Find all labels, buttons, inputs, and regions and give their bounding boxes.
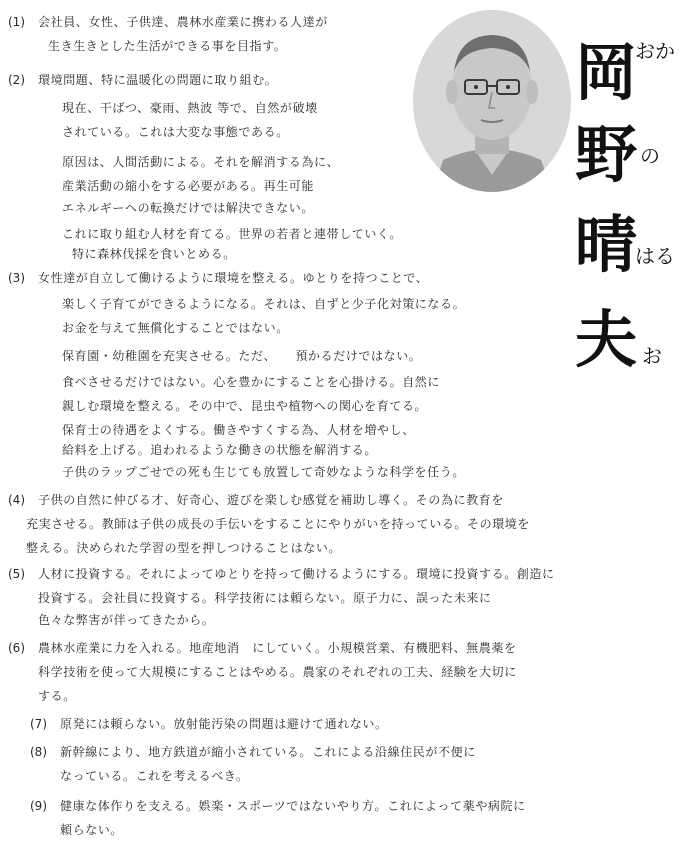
section-8-line-1: 新幹線により、地方鉄道が縮小されている。これによる沿線住民が不便に [60,745,476,759]
section-6-number: (6) [8,641,25,655]
section-3-line-8: 給料を上げる。追われるような働きの状態を解消する。 [62,443,378,457]
section-5-line-2: 投資する。会社員に投資する。科学技術には頼らない。原子力に、誤った未来に [38,591,492,605]
section-3-line-5: 食べさせるだけではない。心を豊かにすることを心掛ける。自然に [62,375,441,389]
section-2-line-3: されている。これは大変な事態である。 [62,125,289,139]
section-9-line-1: 健康な体作りを支える。娯楽・スポーツではないやり方。これによって薬や病院に [60,799,526,813]
section-3-line-6: 親しむ環境を整える。その中で、昆虫や植物への関心を育てる。 [62,399,428,413]
section-2-line-4: 原因は、人間活動による。それを解消する為に、 [62,155,340,169]
name-furigana-4: お [642,344,662,368]
name-char-1: 岡 [575,36,638,109]
section-6-line-2: 科学技術を使って大規模にすることはやめる。農家のそれぞれの工夫、経験を大切に [38,665,517,679]
section-3-line-1: 女性達が自立して働けるように環境を整える。ゆとりを持つことで、 [38,271,429,285]
section-1-number: (1) [8,15,25,29]
section-7-number: (7) [30,717,47,731]
section-9-line-2: 頼らない。 [60,823,124,837]
section-2-number: (2) [8,73,25,87]
section-2-line-2: 現在、干ばつ、豪雨、熱波 等で、自然が破壊 [62,101,318,115]
section-6-line-1: 農林水産業に力を入れる。地産地消 にしていく。小規模営業、有機肥料、無農薬を [38,641,517,655]
section-4-number: (4) [8,493,25,507]
section-3-line-7: 保育士の待遇をよくする。働きやすくする為、人材を増やし、 [62,423,415,437]
section-1-line-2: 生き生きとした生活ができる事を目指す。 [48,39,287,53]
section-3-number: (3) [8,271,25,285]
section-5-number: (5) [8,567,25,581]
section-9-number: (9) [30,799,47,813]
name-char-4: 夫 [575,303,638,376]
portrait-photo-icon [413,10,571,192]
section-3-line-4: 保育園・幼稚園を充実させる。ただ、 預かるだけではない。 [62,349,422,363]
section-5-line-1: 人材に投資する。それによってゆとりを持って働けるようにする。環境に投資する。創造に [38,567,555,581]
section-2-line-8: 特に森林伐採を食いとめる。 [72,247,236,261]
section-3-line-2: 楽しく子育てができるようになる。それは、自ずと少子化対策になる。 [62,297,466,311]
name-char-3: 晴 [575,208,638,281]
section-4-line-2: 充実させる。教師は子供の成長の手伝いをすることにやりがいを持っている。その環境を [26,517,531,531]
name-furigana-3: はる [635,244,675,268]
candidate-portrait [413,10,571,192]
section-7-line-1: 原発には頼らない。放射能汚染の問題は避けて通れない。 [60,717,388,731]
section-1-line-1: 会社員、女性、子供達、農林水産業に携わる人達が [38,15,328,29]
section-3-line-9: 子供のラップごせでの死も生じても放置して奇妙なような科学を任う。 [62,465,465,479]
section-2-line-6: エネルギーへの転換だけでは解決できない。 [62,201,315,215]
section-2-line-1: 環境問題、特に温暖化の問題に取り組む。 [38,73,278,87]
section-4-line-1: 子供の自然に仲びる才、好奇心、遊びを楽しむ感覚を補助し導く。その為に教育を [38,493,504,507]
section-3-line-3: お金を与えて無償化することではない。 [62,321,289,335]
name-char-2: 野 [575,118,638,191]
section-8-line-2: なっている。これを考えるべき。 [60,769,249,783]
section-2-line-5: 産業活動の縮小をする必要がある。再生可能 [62,179,315,193]
section-5-line-3: 色々な弊害が伴ってきたから。 [38,613,215,627]
section-8-number: (8) [30,745,47,759]
name-furigana-2: の [640,144,660,168]
name-furigana-1: おか [635,39,675,63]
section-6-line-3: する。 [38,689,76,703]
section-2-line-7: これに取り組む人材を育てる。世界の若者と連帯していく。 [62,227,402,241]
section-4-line-3: 整える。決められた学習の型を押しつけることはない。 [26,541,342,555]
